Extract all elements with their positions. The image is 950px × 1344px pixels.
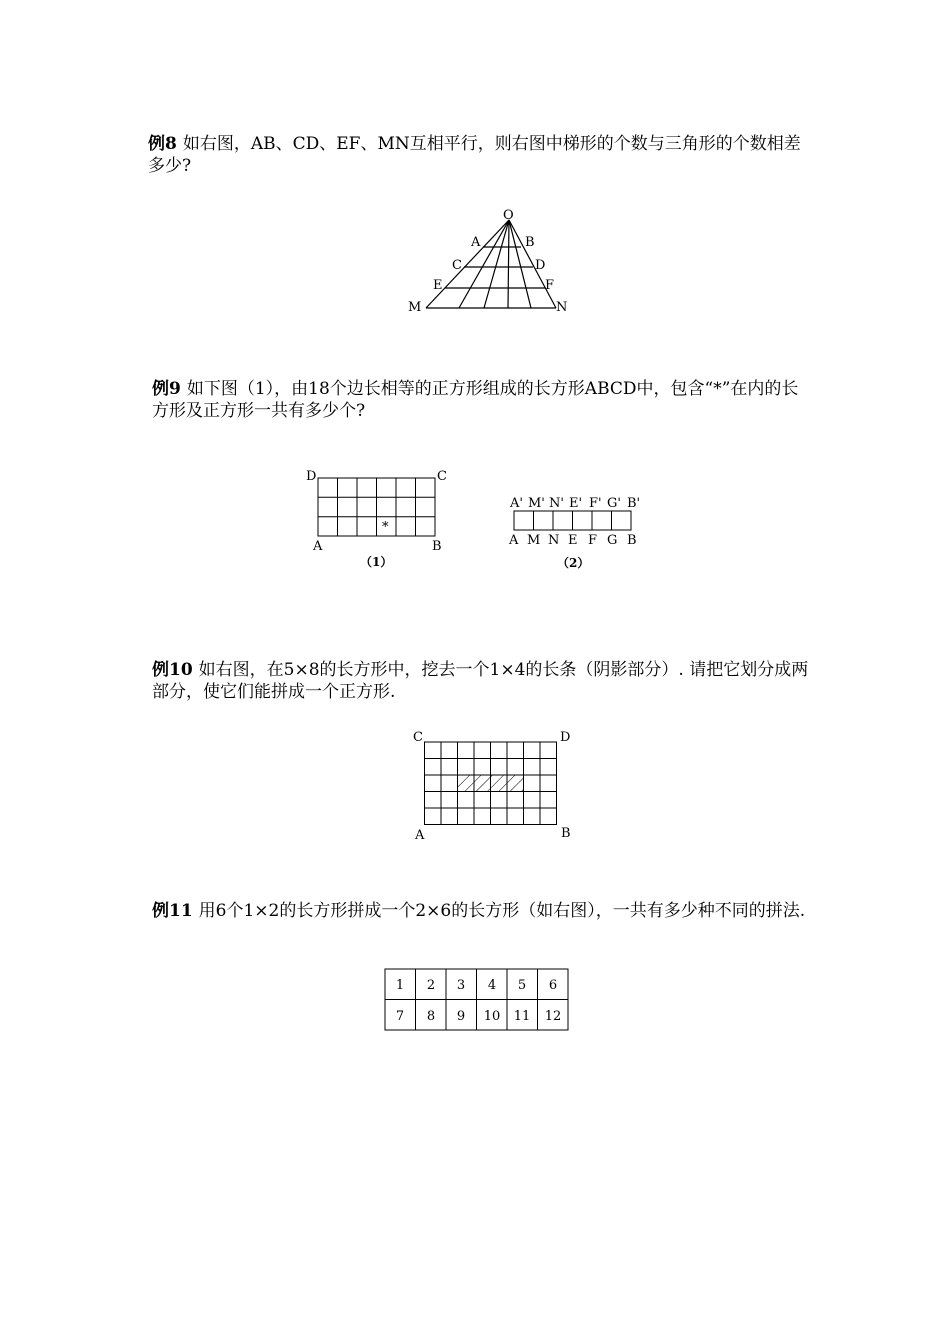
top-label-e: E'	[569, 496, 583, 511]
corner-b: B	[561, 826, 571, 841]
grid-cell: 6	[548, 978, 558, 993]
corner-c: C	[437, 469, 447, 484]
point-n: N	[556, 300, 568, 315]
bottom-label-n: N	[548, 533, 560, 548]
top-label-f: F'	[589, 496, 602, 511]
top-label-g: G'	[607, 496, 621, 511]
grid-cell: 8	[426, 1009, 436, 1024]
problem-9-text: 如下图（1），由18个边长相等的正方形组成的长方形ABCD中，包含“*”在内的长方形及正方形一共有多少个?	[152, 379, 799, 421]
top-label-n: N'	[549, 496, 564, 511]
corner-c: C	[413, 730, 423, 745]
problem-8-label: 例8	[148, 134, 177, 154]
grid-cell: 3	[456, 978, 466, 993]
corner-a: A	[415, 828, 425, 843]
problem-11-label: 例11	[152, 901, 193, 921]
grid-cell: 1	[395, 978, 405, 993]
point-m: M	[408, 300, 422, 315]
problem-10-text: 如右图，在5×8的长方形中，挖去一个1×4的长条（阴影部分）. 请把它划分成两部分，使它们能拼成一个正方形.	[152, 660, 809, 702]
bottom-label-m: M	[527, 533, 541, 548]
bottom-label-g: G	[607, 533, 618, 548]
caption-1: （1）	[360, 555, 393, 569]
grid-cell: 5	[517, 978, 527, 993]
grid-cell: 12	[544, 1009, 562, 1024]
grid-cell: 7	[395, 1009, 405, 1024]
point-a: A	[471, 235, 481, 250]
point-b: B	[525, 235, 535, 250]
top-label-a: A'	[510, 496, 523, 511]
grid-cell: 2	[426, 978, 436, 993]
corner-b: B	[432, 539, 442, 554]
star-mark: *	[382, 520, 389, 535]
top-label-b: B'	[627, 496, 641, 511]
top-label-m: M'	[528, 496, 545, 511]
grid-cell: 9	[456, 1009, 466, 1024]
bottom-label-a: A	[509, 533, 519, 548]
grid-cell: 10	[483, 1009, 501, 1024]
grid-cell: 11	[513, 1009, 531, 1024]
bottom-label-f: F	[588, 533, 598, 548]
problem-9-label: 例9	[152, 379, 181, 399]
point-f: F	[545, 278, 555, 293]
point-e: E	[433, 278, 443, 293]
problem-8-text: 如右图，AB、CD、EF、MN互相平行，则右图中梯形的个数与三角形的个数相差多少?	[148, 134, 801, 176]
problem-10-label: 例10	[152, 660, 193, 680]
point-o: O	[503, 208, 514, 223]
corner-d: D	[306, 469, 317, 484]
bottom-label-b: B	[627, 533, 637, 548]
corner-a: A	[313, 539, 323, 554]
grid-cell: 4	[487, 978, 497, 993]
bottom-label-e: E	[568, 533, 578, 548]
problem-11-text: 用6个1×2的长方形拼成一个2×6的长方形（如右图），一共有多少种不同的拼法.	[198, 901, 806, 921]
point-c: C	[452, 258, 462, 273]
caption-2: （2）	[557, 556, 590, 570]
corner-d: D	[560, 730, 571, 745]
point-d: D	[535, 258, 546, 273]
